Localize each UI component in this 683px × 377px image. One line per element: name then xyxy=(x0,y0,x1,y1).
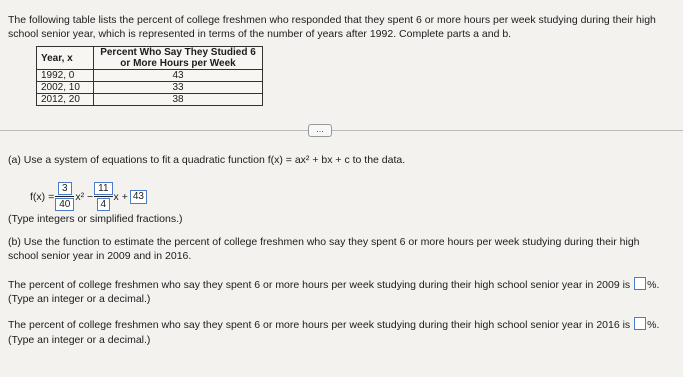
data-table xyxy=(36,46,263,106)
question-2016 xyxy=(8,317,659,332)
x-plus: x + xyxy=(113,190,128,203)
a-numerator-input[interactable]: 3 xyxy=(58,182,72,195)
b-denominator-input[interactable]: 4 xyxy=(97,198,111,211)
cell-percent: 38 xyxy=(94,94,263,106)
x-squared-minus: x² − xyxy=(75,190,94,203)
table-header-row xyxy=(37,47,263,70)
header-percent: Percent Who Say They Studied 6 or More Hours per Week xyxy=(94,47,263,70)
part-a-prompt: (a) Use a system of equations to fit a quadratic function f(x) = ax² + bx + c to the data. xyxy=(8,154,406,166)
question-intro: The following table lists the percent of college freshmen who responded that they spent 6 or more hours per week studying during their high school senior year, which is represented in terms of the number of years after 1992. Complete parts a and b. xyxy=(8,14,656,40)
cell-percent: 33 xyxy=(94,82,263,94)
table-row xyxy=(37,70,263,82)
c-value-input[interactable]: 43 xyxy=(130,190,147,204)
question-2016-text: The percent of college freshmen who say they spent 6 or more hours per week studying during their high school senior year in 2016 is xyxy=(8,319,631,331)
answer-2016-input[interactable] xyxy=(634,317,646,330)
question-2009-text: The percent of college freshmen who say they spent 6 or more hours per week studying during their high school senior year in 2009 is xyxy=(8,279,631,291)
cell-year: 1992, 0 xyxy=(37,70,94,82)
section-divider xyxy=(0,130,683,131)
part-b-hint-2: (Type an integer or a decimal.) xyxy=(8,334,151,346)
expand-more-button[interactable]: ... xyxy=(308,124,332,137)
table-row xyxy=(37,82,263,94)
percent-unit: %. xyxy=(647,279,660,291)
fx-label: f(x) = xyxy=(30,190,55,203)
cell-percent: 43 xyxy=(94,70,263,82)
question-2009 xyxy=(8,277,659,292)
cell-year: 2012, 20 xyxy=(37,94,94,106)
part-a-hint: (Type integers or simplified fractions.) xyxy=(8,213,183,225)
coefficient-b-fraction xyxy=(94,182,112,211)
part-b-hint-1: (Type an integer or a decimal.) xyxy=(8,293,151,305)
function-answer xyxy=(30,182,147,211)
fraction-bar xyxy=(94,196,112,197)
table-row xyxy=(37,94,263,106)
answer-2009-input[interactable] xyxy=(634,277,646,290)
header-year: Year, x xyxy=(37,47,94,70)
a-denominator-input[interactable]: 40 xyxy=(55,198,74,211)
percent-unit: %. xyxy=(647,319,660,331)
part-b-prompt: (b) Use the function to estimate the percent of college freshmen who say they spent 6 or more hours per week studying during their high school senior year in 2009 and in 2016. xyxy=(8,236,640,262)
fraction-bar xyxy=(55,196,74,197)
b-numerator-input[interactable]: 11 xyxy=(94,182,112,195)
coefficient-a-fraction xyxy=(55,182,74,211)
cell-year: 2002, 10 xyxy=(37,82,94,94)
